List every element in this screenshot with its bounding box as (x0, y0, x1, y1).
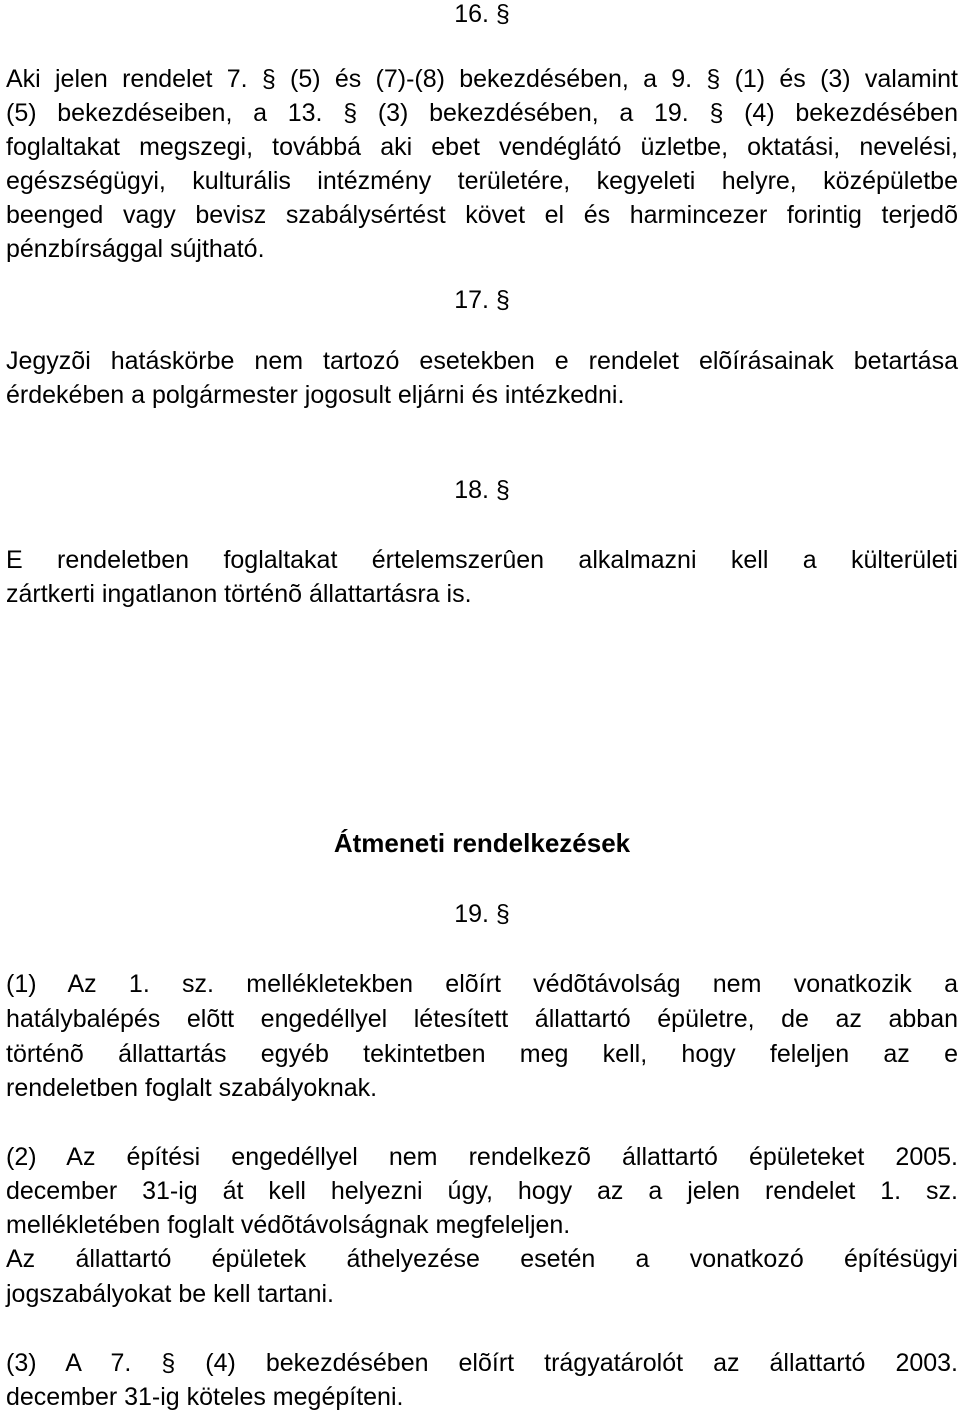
section-19-paragraph-1-line: hatálybalépés elõtt engedéllyel létesített állattartó épületre, de az abban (6, 1005, 958, 1033)
section-16-line: Aki jelen rendelet 7. § (5) és (7)-(8) bekezdésében, a 9. § (1) és (3) valamint (6, 65, 958, 93)
section-16-line: pénzbírsággal sújtható. (6, 235, 265, 263)
section-19-paragraph-2-line: mellékletében foglalt védõtávolságnak megfeleljen. (6, 1211, 571, 1239)
section-19-paragraph-2-line: jogszabályokat be kell tartani. (6, 1280, 334, 1308)
section-16-line: beenged vagy bevisz szabálysértést követ el és harmincezer forintig terjedõ (6, 201, 958, 229)
section-19-heading: 19. § (454, 900, 510, 928)
section-16-line: (5) bekezdéseiben, a 13. § (3) bekezdésében, a 19. § (4) bekezdésében (6, 99, 958, 127)
section-19-paragraph-1-line: (1) Az 1. sz. mellékletekben elõírt védõtávolság nem vonatkozik a (6, 970, 958, 998)
section-18-line: zártkerti ingatlanon történõ állattartásra is. (6, 580, 472, 608)
section-19-paragraph-1-line: történõ állattartás egyéb tekintetben meg kell, hogy feleljen az e (6, 1040, 958, 1068)
section-19-paragraph-3-line: december 31-ig köteles megépíteni. (6, 1383, 404, 1411)
section-19-paragraph-3-line: (3) A 7. § (4) bekezdésében elõírt trágyatárolót az állattartó 2003. (6, 1349, 958, 1377)
section-16-line: egészségügyi, kulturális intézmény területére, kegyeleti helyre, középületbe (6, 167, 958, 195)
section-19-paragraph-2-line: december 31-ig át kell helyezni úgy, hogy az a jelen rendelet 1. sz. (6, 1177, 958, 1205)
section-19-paragraph-1-line: rendeletben foglalt szabályoknak. (6, 1074, 378, 1102)
section-16-heading: 16. § (454, 0, 510, 28)
section-19-paragraph-2-line: Az állattartó épületek áthelyezése esetén a vonatkozó építésügyi (6, 1245, 958, 1273)
chapter-title: Átmeneti rendelkezések (333, 828, 631, 858)
section-18-line: E rendeletben foglaltakat értelemszerûen alkalmazni kell a külterületi (6, 546, 958, 574)
section-17-heading: 17. § (454, 286, 510, 314)
section-19-paragraph-2-line: (2) Az építési engedéllyel nem rendelkezõ állattartó épületeket 2005. (6, 1143, 958, 1171)
section-16-line: foglaltakat megszegi, továbbá aki ebet vendéglátó üzletbe, oktatási, nevelési, (6, 133, 958, 161)
section-18-heading: 18. § (454, 476, 510, 504)
section-17-line: érdekében a polgármester jogosult eljárni és intézkedni. (6, 381, 625, 409)
section-17-line: Jegyzõi hatáskörbe nem tartozó esetekben e rendelet elõírásainak betartása (6, 347, 958, 375)
